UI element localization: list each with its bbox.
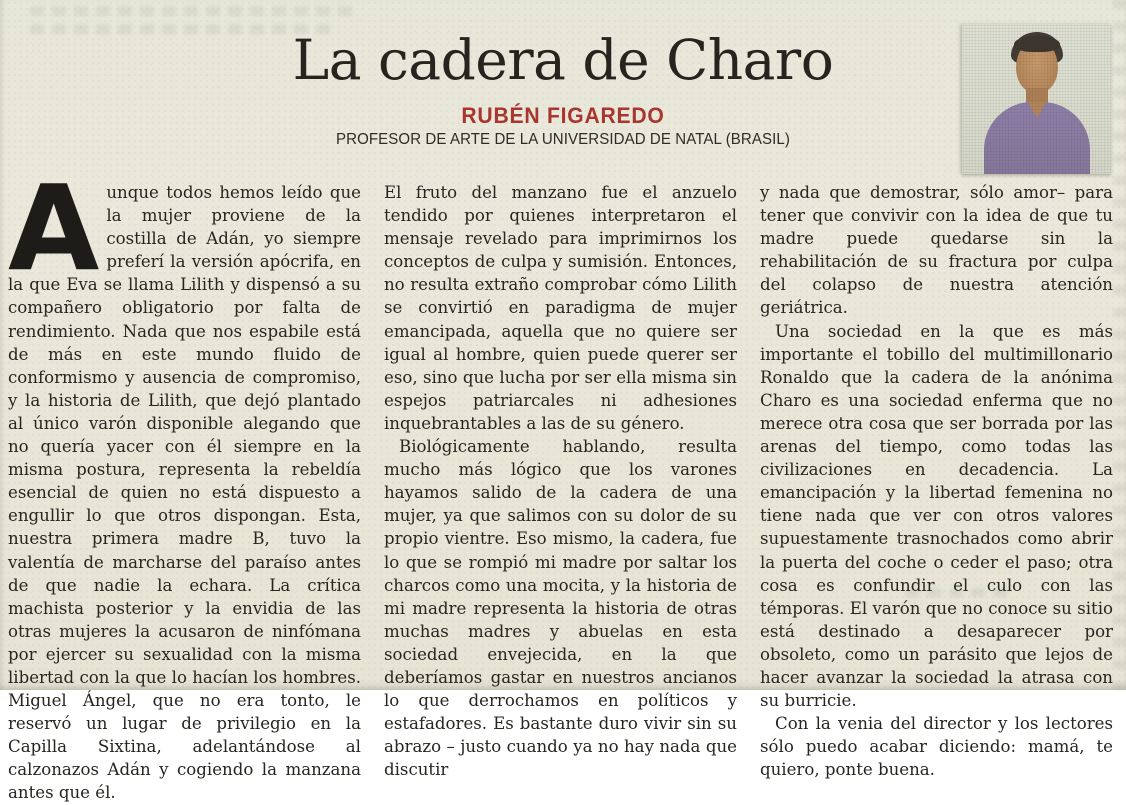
article-column-2 <box>384 181 737 805</box>
halftone-overlay <box>962 24 1111 174</box>
article-paragraph: Una sociedad en la que es más importante el tobillo del multimillonario Ronaldo que la cadera de la anónima Charo es una sociedad enferma que no merece otra cosa que ser borrada por las arenas del tiempo, como todas las civilizaciones en decadencia. La emancipación y la libertad femenina no tiene nada que ver con otros valores supuestamente trasnochados como abrir la puerta del coche o ceder el paso; otra cosa es confundir el culo con las témporas. El varón que no conoce su sitio está destinado a desaparecer por obsoleto, como un parásito que lejos de hacer avanzar la sociedad la atrasa con su burricie. <box>760 321 1113 711</box>
author-role: PROFESOR DE ARTE DE LA UNIVERSIDAD DE NATAL (BRASIL) <box>336 130 790 148</box>
article-title: La cadera de Charo <box>292 28 834 92</box>
author-byline: RUBÉN FIGAREDO <box>461 102 665 128</box>
author-portrait-photo <box>962 24 1111 174</box>
article-paragraph: Biológicamente hablando, resulta mucho más lógico que los varones hayamos salido de la cadera de una mujer, ya que salimos con su dolor de su propio vientre. Eso mismo, la cadera, fue lo que se rompió mi madre por saltar los charcos como una mocita, y la historia de mi madre representa la historia de otras muchas madres y abuelas en esta sociedad envejecida, en la que deberíamos gastar en nuestros ancianos lo que derrochamos en políticos y estafadores. Es bastante duro vivir sin su abrazo – justo cuando ya no hay nada que discutir <box>384 437 737 780</box>
article-column-3 <box>760 181 1113 805</box>
drop-cap: A <box>8 159 100 297</box>
article-body <box>8 159 1113 805</box>
article-paragraph: y nada que demostrar, sólo amor– para tener que convivir con la idea de que tu madre puede quedarse sin la rehabilitación de su fractura por culpa del colapso de nuestra atención geriátrica. <box>760 183 1113 318</box>
article-paragraph: Con la venia del director y los lectores sólo puedo acabar diciendo: mamá, te quiero, ponte buena. <box>760 714 1113 780</box>
paragraph-text: unque todos hemos leído que la mujer proviene de la costilla de Adán, yo siempre preferí la versión apócrifa, en la que Eva se llama Lilith y dispensó a su compañero obligatorio por falta de rendimiento. Nada que nos espabile está de más en este mundo fluido de conformismo y ausencia de compromiso, y la historia de Lilith, que dejó plantado al único varón disponible alegando que no quería yacer con él siempre en la misma postura, representa la rebeldía esencial de quien no está dispuesto a engullir lo que otros dispongan. Esta, nuestra primera madre B, tuvo la valentía de marcharse del paraíso antes de que nadie la echara. La crítica machista posterior y la envidia de las otras mujeres la acusaron de ninfómana por ejercer su sexualidad con la misma libertad con la que lo hacían los hombres. Miguel Ángel, que no era tonto, le reservó un lugar de privilegio en la Capilla Sixtina, adelantándose al calzonazos Adán y cogiendo la manzana antes que él. <box>8 183 361 803</box>
article-paragraph: El fruto del manzano fue el anzuelo tendido por quienes interpretaron el mensaje revelado para imprimirnos los conceptos de culpa y sumisión. Entonces, no resulta extraño comprobar cómo Lilith se convirtió en paradigma de mujer emancipada, aquella que no quiere ser igual al hombre, quien puede querer ser eso, sino que lucha por ser ella misma sin espejos patriarcales ni adhesiones inquebrantables a las de su género. <box>384 183 737 433</box>
article-paragraph <box>8 159 361 805</box>
article-header <box>0 30 1126 149</box>
article-column-1 <box>8 159 361 805</box>
